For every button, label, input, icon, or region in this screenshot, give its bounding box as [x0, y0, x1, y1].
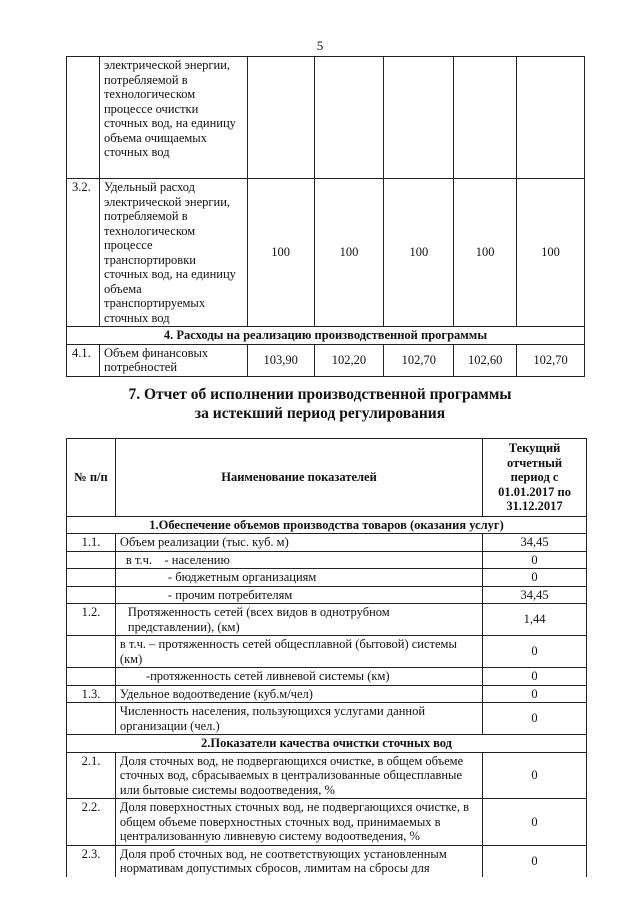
row-number: [67, 668, 116, 686]
row-value: 0: [483, 703, 587, 735]
row-number: 4.1.: [67, 344, 100, 376]
header-row: [67, 439, 587, 517]
row-value: 0: [483, 668, 587, 686]
row-value: 100: [384, 179, 454, 327]
row-number: 2.1.: [67, 752, 116, 799]
row-value: 102,60: [454, 344, 517, 376]
row-value: 100: [517, 179, 585, 327]
row-number: [67, 569, 116, 587]
row-value: 34,45: [483, 586, 587, 604]
row-name: электрической энергии, потребляемой в технологическом процессе очистки сточных вод, на единицу объема очищаемых сточных вод: [99, 57, 247, 179]
production-program-table: [66, 56, 585, 377]
section-row: [67, 735, 587, 753]
table-row: [67, 551, 587, 569]
table-row: [67, 179, 585, 327]
row-name: Доля сточных вод, не подвергающихся очистке, в общем объеме сточных вод, сбрасываемых в централизованные общесплавные или бытовые системы водоотведения, %: [115, 752, 482, 799]
row-value: 0: [483, 551, 587, 569]
row-name: в т.ч. - населению: [115, 551, 482, 569]
row-name: в т.ч. – протяженность сетей общесплавной (бытовой) системы (км): [115, 636, 482, 668]
table-row: [67, 569, 587, 587]
table-row: [67, 636, 587, 668]
row-number: [67, 57, 100, 179]
section-row: [67, 327, 585, 345]
table-row: [67, 57, 585, 179]
row-name: - прочим потребителям: [115, 586, 482, 604]
row-value: 34,45: [483, 534, 587, 552]
table-row: [67, 534, 587, 552]
row-value: 0: [483, 799, 587, 846]
page-number: 5: [316, 38, 324, 53]
row-value: 102,20: [314, 344, 384, 376]
row-value: [247, 57, 314, 179]
program-report-table: [66, 438, 587, 877]
row-number: 1.3.: [67, 685, 116, 703]
table-row: [67, 685, 587, 703]
section-heading: 1.Обеспечение объемов производства товаров (оказания услуг): [67, 516, 587, 534]
table-row: [67, 845, 587, 877]
row-value: [517, 57, 585, 179]
row-number: [67, 636, 116, 668]
row-name: Протяженность сетей (всех видов в однотрубном представлении), (км): [115, 604, 482, 636]
row-number: [67, 703, 116, 735]
table-row: [67, 586, 587, 604]
row-value: 1,44: [483, 604, 587, 636]
row-value: 102,70: [517, 344, 585, 376]
row-value: 102,70: [384, 344, 454, 376]
row-name: Численность населения, пользующихся услугами данной организации (чел.): [115, 703, 482, 735]
row-number: [67, 586, 116, 604]
column-header-period: Текущий отчетный период с 01.01.2017 по 31.12.2017: [483, 439, 587, 517]
report-title: [0, 385, 640, 423]
row-number: 3.2.: [67, 179, 100, 327]
row-value: 0: [483, 685, 587, 703]
row-name: Удельный расход электрической энергии, потребляемой в технологическом процессе транспортировки сточных вод, на единицу объема транспортируемых сточных вод: [99, 179, 247, 327]
row-name: -протяженность сетей ливневой системы (км): [115, 668, 482, 686]
row-value: 100: [314, 179, 384, 327]
section-heading: 2.Показатели качества очистки сточных вод: [67, 735, 587, 753]
report-title-line-1: 7. Отчет об исполнении производственной программы: [128, 386, 512, 403]
row-number: 1.1.: [67, 534, 116, 552]
row-number: 2.3.: [67, 845, 116, 877]
row-number: 2.2.: [67, 799, 116, 846]
row-name: - бюджетным организациям: [115, 569, 482, 587]
row-name: Доля проб сточных вод, не соответствующих установленным нормативам допустимых сбросов, лимитам на сбросы для: [115, 845, 482, 877]
row-value: 0: [483, 569, 587, 587]
row-value: 0: [483, 845, 587, 877]
table-row: [67, 668, 587, 686]
row-value: 103,90: [247, 344, 314, 376]
section-heading: 4. Расходы на реализацию производственной программы: [67, 327, 585, 345]
table-row: [67, 604, 587, 636]
row-name: Доля поверхностных сточных вод, не подвергающихся очистке, в общем объеме поверхностных сточных вод, принимаемых в централизованную ливневую систему водоотведения, %: [115, 799, 482, 846]
table-row: [67, 752, 587, 799]
section-row: [67, 516, 587, 534]
row-value: 100: [247, 179, 314, 327]
row-number: [67, 551, 116, 569]
row-name: Объем финансовых потребностей: [99, 344, 247, 376]
row-name: Объем реализации (тыс. куб. м): [115, 534, 482, 552]
row-number: 1.2.: [67, 604, 116, 636]
row-value: 0: [483, 752, 587, 799]
row-value: [384, 57, 454, 179]
table-row: [67, 703, 587, 735]
column-header-number: № п/п: [67, 439, 116, 517]
row-value: 0: [483, 636, 587, 668]
row-name: Удельное водоотведение (куб.м/чел): [115, 685, 482, 703]
table-row: [67, 344, 585, 376]
row-value: [314, 57, 384, 179]
report-title-line-2: за истекший период регулирования: [194, 405, 446, 422]
row-value: 100: [454, 179, 517, 327]
table-row: [67, 799, 587, 846]
row-value: [454, 57, 517, 179]
column-header-name: Наименование показателей: [115, 439, 482, 517]
